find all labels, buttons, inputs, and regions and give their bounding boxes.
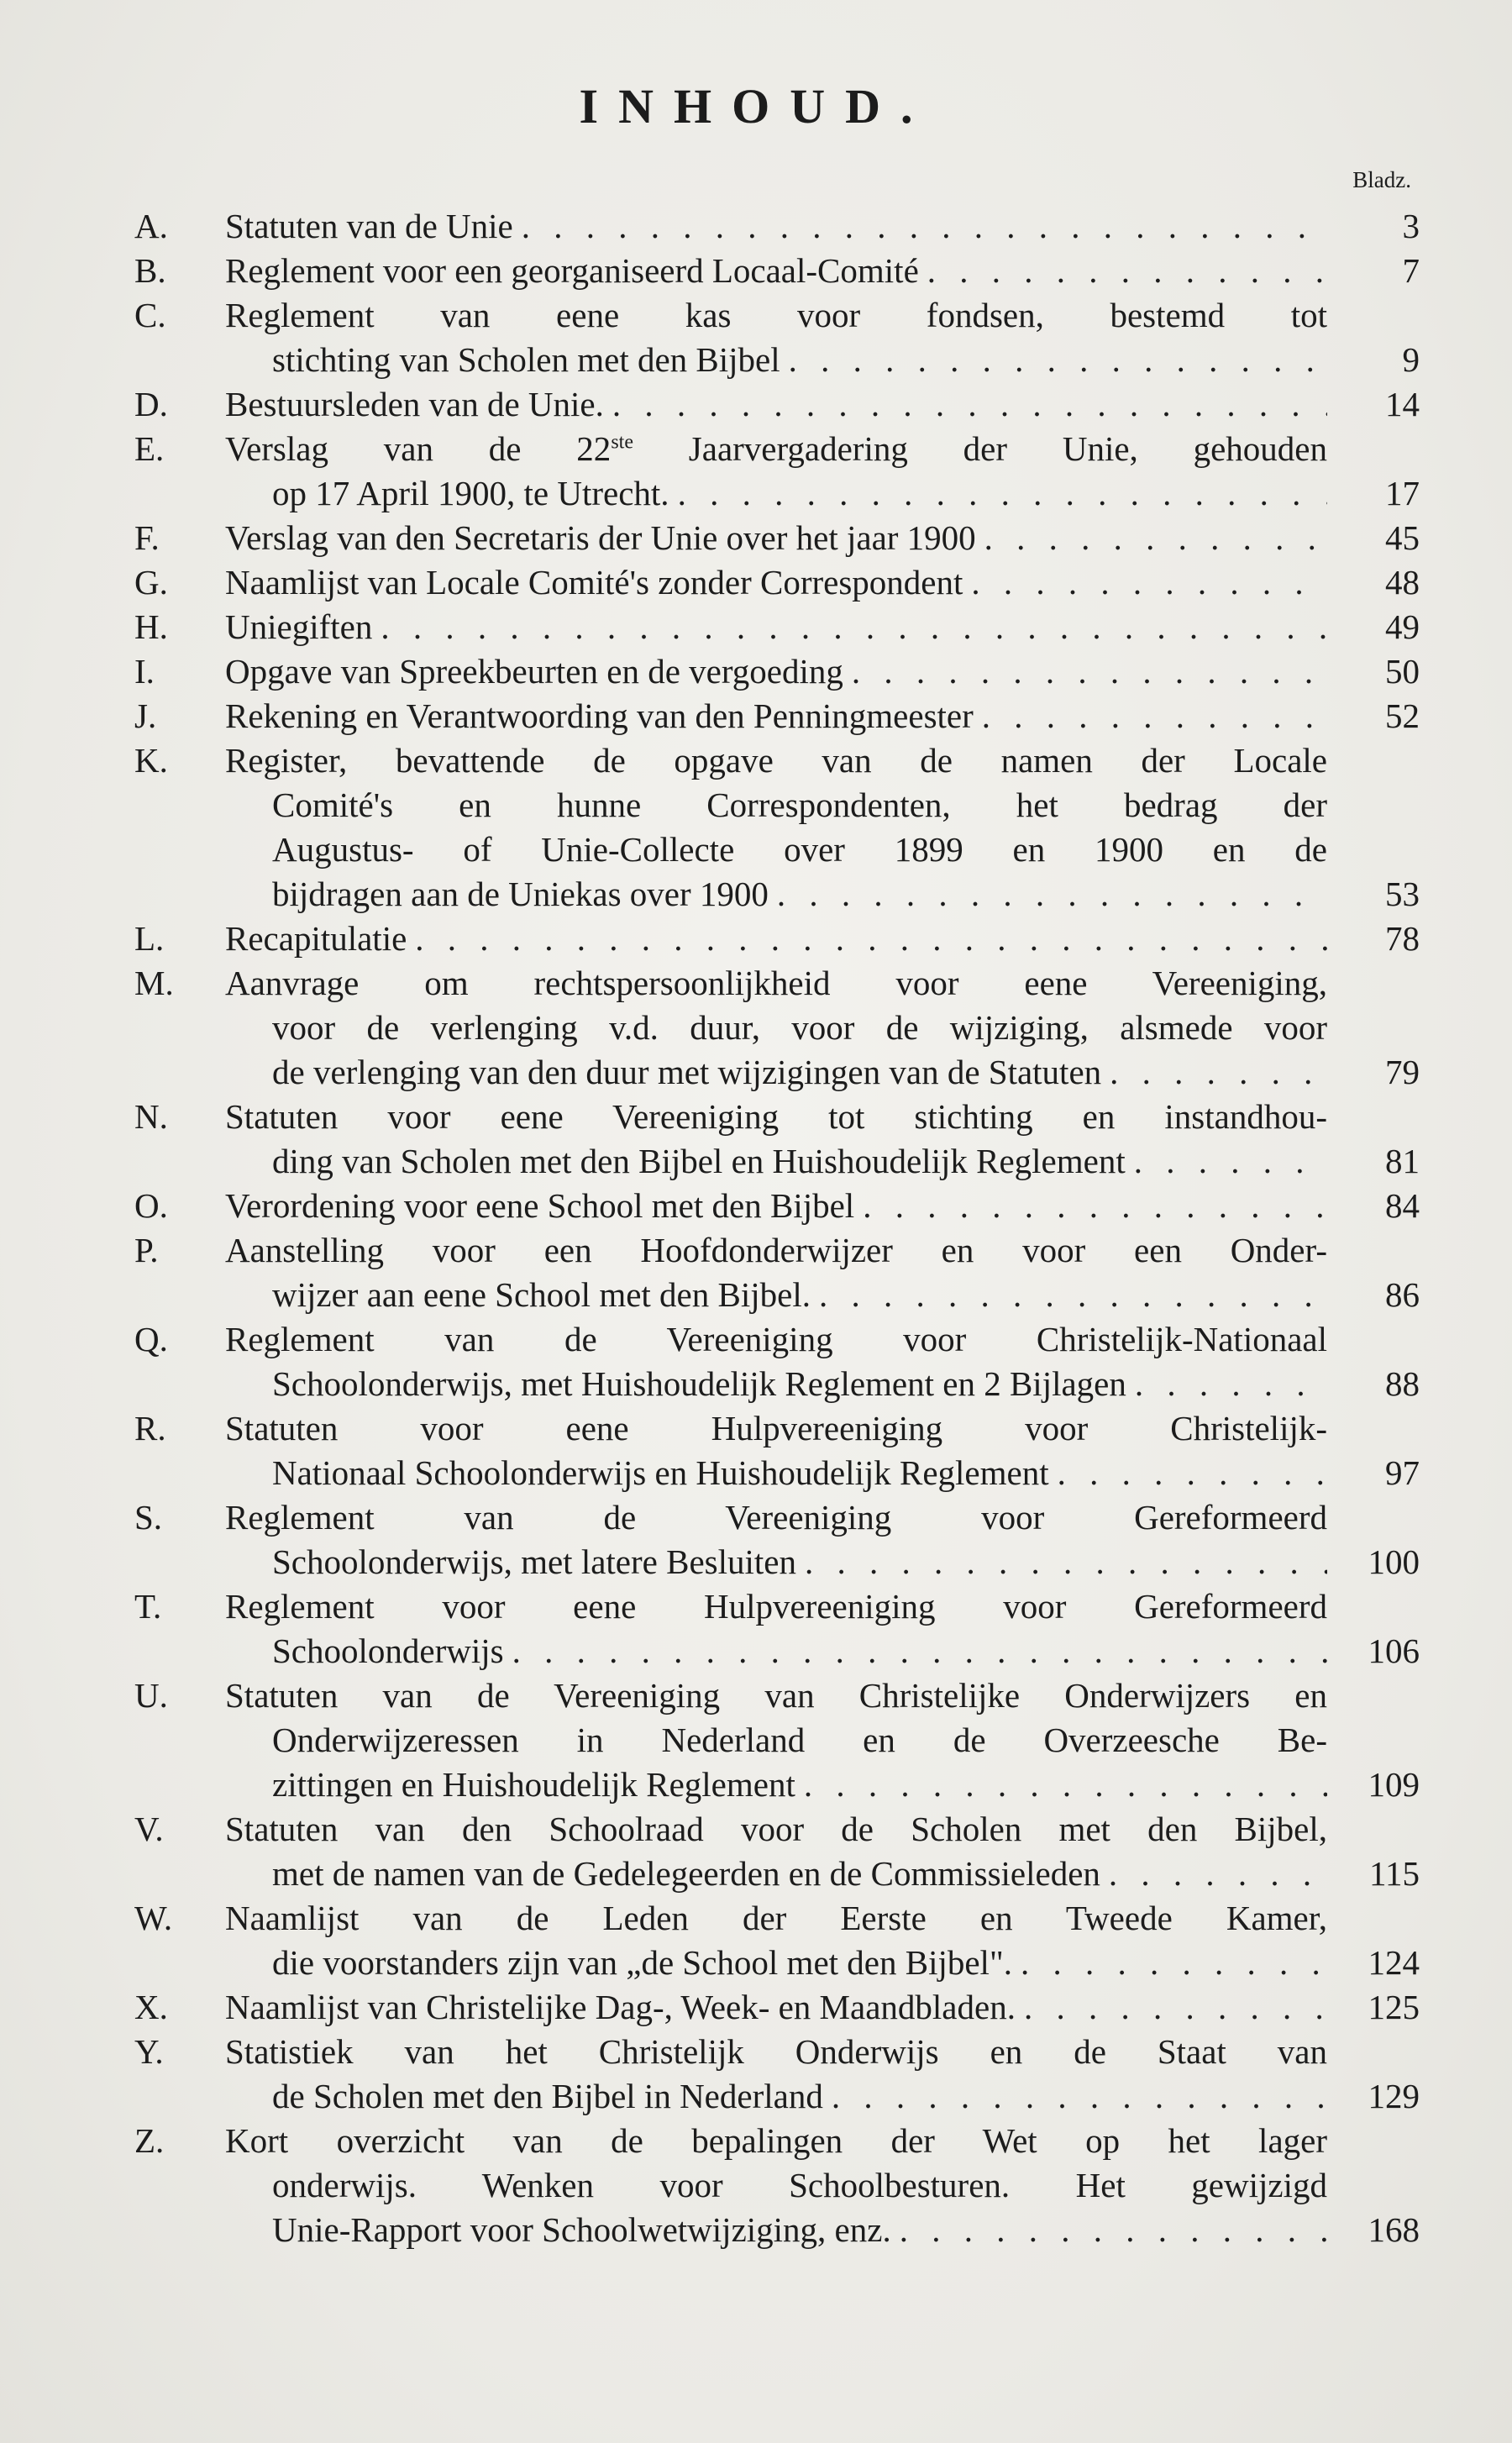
- toc-entry-line: Schoolonderwijs, met latere Besluiten . . .: [225, 1540, 1327, 1584]
- page-title: INHOUD.: [579, 79, 933, 134]
- toc-entry-page-number: 45: [1385, 518, 1420, 557]
- toc-entry: [134, 293, 1420, 382]
- toc-entry-letter: E.: [134, 429, 165, 468]
- toc-entry-page-number: 88: [1385, 1364, 1420, 1403]
- toc-entry-line: voor de verlenging v.d. duur, voor de wijziging, alsmede voor: [272, 1008, 1327, 1047]
- toc-entry-line: Statistiek van het Christelijk Onderwijs en de Staat van: [225, 2032, 1327, 2071]
- toc-entry-letter: D.: [134, 385, 168, 423]
- toc-entry-title: [225, 1673, 1327, 1807]
- toc-entry-title: [225, 1317, 1327, 1406]
- leader-dots: [1049, 1451, 1327, 1495]
- toc-entry-page-number: 9: [1402, 340, 1420, 379]
- toc-entry-line: Comité's en hunne Correspondenten, het bedrag der: [272, 785, 1327, 824]
- toc-entry-line: Reglement voor eene Hulpvereeniging voor Gereformeerd: [225, 1587, 1327, 1626]
- toc-entry-letter: N.: [134, 1097, 168, 1136]
- leader-dots: [604, 382, 1327, 427]
- leader-dots: [1016, 1985, 1327, 2030]
- toc-entry-page-number: 115: [1369, 1854, 1420, 1893]
- toc-entry-line: Rekening en Verantwoording van den Penningmeester . . .: [225, 694, 1327, 738]
- toc-entry-title: [225, 1228, 1327, 1317]
- toc-entry-letter: C.: [134, 296, 166, 334]
- toc-entry-page-number: 7: [1402, 251, 1420, 290]
- toc-entry-title: [225, 1584, 1327, 1673]
- toc-entry-page-number: 97: [1385, 1453, 1420, 1492]
- toc-entry-title: [225, 382, 1327, 427]
- leader-dots: [372, 605, 1327, 649]
- toc-entry-letter: R.: [134, 1409, 166, 1447]
- toc-entry-letter: H.: [134, 607, 168, 646]
- toc-entry: [134, 1807, 1420, 1896]
- toc-entry-page-number: 109: [1368, 1765, 1420, 1804]
- toc-entry: [134, 516, 1420, 560]
- toc-entry: [134, 917, 1420, 961]
- toc-entry-letter: F.: [134, 518, 160, 557]
- toc-entry-line: Uniegiften . . .: [225, 605, 1327, 649]
- toc-entry-line: Statuten van den Schoolraad voor de Scholen met den Bijbel,: [225, 1810, 1327, 1848]
- toc-entry: [134, 649, 1420, 694]
- toc-entry-line: Verslag van de 22ste Jaarvergadering der Unie, gehouden: [225, 429, 1327, 468]
- toc-entry-page-number: 86: [1385, 1275, 1420, 1314]
- toc-entry-page-number: 53: [1385, 875, 1420, 913]
- leader-dots: [513, 204, 1327, 249]
- toc-entry: [134, 1317, 1420, 1406]
- toc-entry: [134, 1406, 1420, 1495]
- toc-entry-letter: W.: [134, 1899, 173, 1937]
- toc-entry: [134, 694, 1420, 738]
- toc-entry-letter: U.: [134, 1676, 168, 1715]
- toc-entry-page-number: 50: [1385, 652, 1420, 691]
- toc-entry: [134, 1095, 1420, 1184]
- toc-entry-letter: M.: [134, 964, 174, 1002]
- leader-dots: [407, 917, 1327, 961]
- leader-dots: [1126, 1362, 1327, 1406]
- leader-dots: [669, 471, 1327, 516]
- page-column-header: Bladz.: [1352, 167, 1411, 192]
- toc-entry-line: Aanstelling voor een Hoofdonderwijzer en voor een Onder-: [225, 1231, 1327, 1269]
- toc-entry: [134, 1495, 1420, 1584]
- toc-entry: [134, 2119, 1420, 2252]
- toc-entry: [134, 249, 1420, 293]
- toc-entry-page-number: 129: [1368, 2077, 1420, 2115]
- toc-entry: [134, 204, 1420, 249]
- toc-entry-line: Naamlijst van de Leden der Eerste en Tweede Kamer,: [225, 1899, 1327, 1937]
- toc-entry-line: Augustus- of Unie-Collecte over 1899 en 1900 en de: [272, 830, 1327, 869]
- toc-entry-page-number: 48: [1385, 563, 1420, 602]
- leader-dots: [1100, 1852, 1327, 1896]
- toc-entry: [134, 605, 1420, 649]
- toc-entry-letter: Z.: [134, 2121, 165, 2160]
- toc-entry-line: Schoolonderwijs . . .: [225, 1629, 1327, 1673]
- toc-entry-line: ding van Scholen met den Bijbel en Huishoudelijk Reglement . . .: [225, 1139, 1327, 1184]
- toc-entry: [134, 382, 1420, 427]
- toc-entry-page-number: 49: [1385, 607, 1420, 646]
- toc-entry-line: Statuten voor eene Vereeniging tot stichting en instandhou-: [225, 1097, 1327, 1136]
- leader-dots: [811, 1273, 1327, 1317]
- toc-entry-page-number: 84: [1385, 1186, 1420, 1225]
- toc-entry-title: [225, 427, 1327, 516]
- table-of-contents: [134, 204, 1420, 2252]
- toc-entry-line: onderwijs. Wenken voor Schoolbesturen. Het gewijzigd: [272, 2166, 1327, 2204]
- toc-entry-line: Reglement voor een georganiseerd Locaal-Comité . . .: [225, 249, 1327, 293]
- toc-entry-title: [225, 1985, 1327, 2030]
- toc-entry-title: [225, 1406, 1327, 1495]
- toc-entry: [134, 1985, 1420, 2030]
- toc-entry-letter: Q.: [134, 1320, 168, 1358]
- toc-entry-line: Statuten voor eene Hulpvereeniging voor Christelijk-: [225, 1409, 1327, 1447]
- toc-entry: [134, 560, 1420, 605]
- toc-entry-line: Recapitulatie . . .: [225, 917, 1327, 961]
- toc-entry-title: [225, 1095, 1327, 1184]
- toc-entry-line: Statuten van de Unie . . .: [225, 204, 1327, 249]
- toc-entry-page-number: 106: [1368, 1631, 1420, 1670]
- toc-entry: [134, 1228, 1420, 1317]
- leader-dots: [891, 2208, 1327, 2252]
- toc-entry-line: Bestuursleden van de Unie. . . .: [225, 382, 1327, 427]
- toc-entry-letter: V.: [134, 1810, 164, 1848]
- toc-entry-page-number: 52: [1385, 696, 1420, 735]
- toc-entry-letter: I.: [134, 652, 155, 691]
- toc-entry-title: [225, 605, 1327, 649]
- toc-entry-title: [225, 2119, 1327, 2252]
- toc-entry-title: [225, 204, 1327, 249]
- toc-entry-page-number: 14: [1385, 385, 1420, 423]
- toc-entry-letter: X.: [134, 1988, 168, 2026]
- toc-entry-title: [225, 516, 1327, 560]
- toc-entry-page-number: 78: [1385, 919, 1420, 958]
- toc-entry-letter: S.: [134, 1498, 163, 1537]
- toc-entry-page-number: 168: [1368, 2210, 1420, 2249]
- toc-entry-line: Register, bevattende de opgave van de namen der Locale: [225, 741, 1327, 780]
- leader-dots: [504, 1629, 1327, 1673]
- toc-entry-line: met de namen van de Gedelegeerden en de Commissieleden . . .: [225, 1852, 1327, 1896]
- toc-entry-page-number: 3: [1402, 207, 1420, 245]
- toc-entry-line: stichting van Scholen met den Bijbel . . .: [225, 338, 1327, 382]
- toc-entry-line: Naamlijst van Locale Comité's zonder Correspondent . . .: [225, 560, 1327, 605]
- leader-dots: [843, 649, 1327, 694]
- toc-entry: [134, 961, 1420, 1095]
- toc-entry-title: [225, 694, 1327, 738]
- toc-entry-line: Kort overzicht van de bepalingen der Wet op het lager: [225, 2121, 1327, 2160]
- toc-entry-title: [225, 961, 1327, 1095]
- toc-entry-title: [225, 1896, 1327, 1985]
- toc-entry: [134, 1896, 1420, 1985]
- toc-entry-title: [225, 560, 1327, 605]
- leader-dots: [823, 2074, 1327, 2119]
- toc-entry-page-number: 81: [1385, 1142, 1420, 1180]
- toc-entry-letter: P.: [134, 1231, 159, 1269]
- toc-entry-line: de Scholen met den Bijbel in Nederland . . .: [225, 2074, 1327, 2119]
- leader-dots: [919, 249, 1327, 293]
- toc-entry: [134, 1584, 1420, 1673]
- toc-entry-page-number: 124: [1368, 1943, 1420, 1982]
- toc-entry-line: op 17 April 1900, te Utrecht. . . .: [225, 471, 1327, 516]
- leader-dots: [780, 338, 1327, 382]
- toc-entry-title: [225, 1495, 1327, 1584]
- toc-entry-letter: L.: [134, 919, 165, 958]
- toc-entry: [134, 738, 1420, 917]
- toc-entry-line: Naamlijst van Christelijke Dag-, Week- en Maandbladen. . . .: [225, 1985, 1327, 2030]
- toc-entry-title: [225, 2030, 1327, 2119]
- toc-entry: [134, 2030, 1420, 2119]
- toc-entry-page-number: 100: [1368, 1542, 1420, 1581]
- leader-dots: [1126, 1139, 1327, 1184]
- leader-dots: [974, 694, 1327, 738]
- toc-entry-line: die voorstanders zijn van „de School met den Bijbel". . . .: [225, 1941, 1327, 1985]
- toc-entry-line: de verlenging van den duur met wijzigingen van de Statuten . . .: [225, 1050, 1327, 1095]
- toc-entry-letter: J.: [134, 696, 157, 735]
- toc-entry-line: Opgave van Spreekbeurten en de vergoeding . . .: [225, 649, 1327, 694]
- leader-dots: [963, 560, 1327, 605]
- leader-dots: [1012, 1941, 1327, 1985]
- toc-entry-line: Verslag van den Secretaris der Unie over het jaar 1900 . . .: [225, 516, 1327, 560]
- leader-dots: [976, 516, 1327, 560]
- toc-entry-line: Reglement van de Vereeniging voor Christelijk-Nationaal: [225, 1320, 1327, 1358]
- toc-entry-letter: Y.: [134, 2032, 164, 2071]
- toc-entry-letter: T.: [134, 1587, 162, 1626]
- toc-entry-title: [225, 917, 1327, 961]
- toc-entry: [134, 427, 1420, 516]
- toc-entry-letter: B.: [134, 251, 166, 290]
- toc-entry-title: [225, 1807, 1327, 1896]
- toc-entry-title: [225, 738, 1327, 917]
- leader-dots: [796, 1540, 1327, 1584]
- toc-entry-line: Nationaal Schoolonderwijs en Huishoudelijk Reglement . . .: [225, 1451, 1327, 1495]
- toc-entry-letter: O.: [134, 1186, 168, 1225]
- toc-entry-line: Schoolonderwijs, met Huishoudelijk Reglement en 2 Bijlagen . . .: [225, 1362, 1327, 1406]
- toc-entry: [134, 1184, 1420, 1228]
- leader-dots: [795, 1763, 1327, 1807]
- toc-entry-letter: K.: [134, 741, 168, 780]
- leader-dots: [769, 872, 1327, 917]
- toc-entry-line: Unie-Rapport voor Schoolwetwijziging, enz. . . .: [225, 2208, 1327, 2252]
- leader-dots: [854, 1184, 1327, 1228]
- toc-entry-line: zittingen en Huishoudelijk Reglement . . .: [225, 1763, 1327, 1807]
- toc-entry: [134, 1673, 1420, 1807]
- toc-entry-line: Verordening voor eene School met den Bijbel . . .: [225, 1184, 1327, 1228]
- toc-entry-page-number: 17: [1385, 474, 1420, 512]
- leader-dots: [1101, 1050, 1327, 1095]
- toc-entry-page-number: 79: [1385, 1053, 1420, 1091]
- toc-entry-line: bijdragen aan de Uniekas over 1900 . . .: [225, 872, 1327, 917]
- toc-entry-line: Reglement van eene kas voor fondsen, bestemd tot: [225, 296, 1327, 334]
- toc-entry-line: Onderwijzeressen in Nederland en de Overzeesche Be-: [272, 1721, 1327, 1759]
- toc-entry-line: Reglement van de Vereeniging voor Gereformeerd: [225, 1498, 1327, 1537]
- toc-entry-page-number: 125: [1368, 1988, 1420, 2026]
- toc-entry-line: wijzer aan eene School met den Bijbel. . . .: [225, 1273, 1327, 1317]
- toc-entry-title: [225, 293, 1327, 382]
- toc-entry-letter: A.: [134, 207, 168, 245]
- toc-entry-title: [225, 649, 1327, 694]
- toc-entry-title: [225, 249, 1327, 293]
- toc-entry-line: Aanvrage om rechtspersoonlijkheid voor eene Vereeniging,: [225, 964, 1327, 1002]
- toc-entry-letter: G.: [134, 563, 168, 602]
- toc-entry-title: [225, 1184, 1327, 1228]
- toc-entry-line: Statuten van de Vereeniging van Christelijke Onderwijzers en: [225, 1676, 1327, 1715]
